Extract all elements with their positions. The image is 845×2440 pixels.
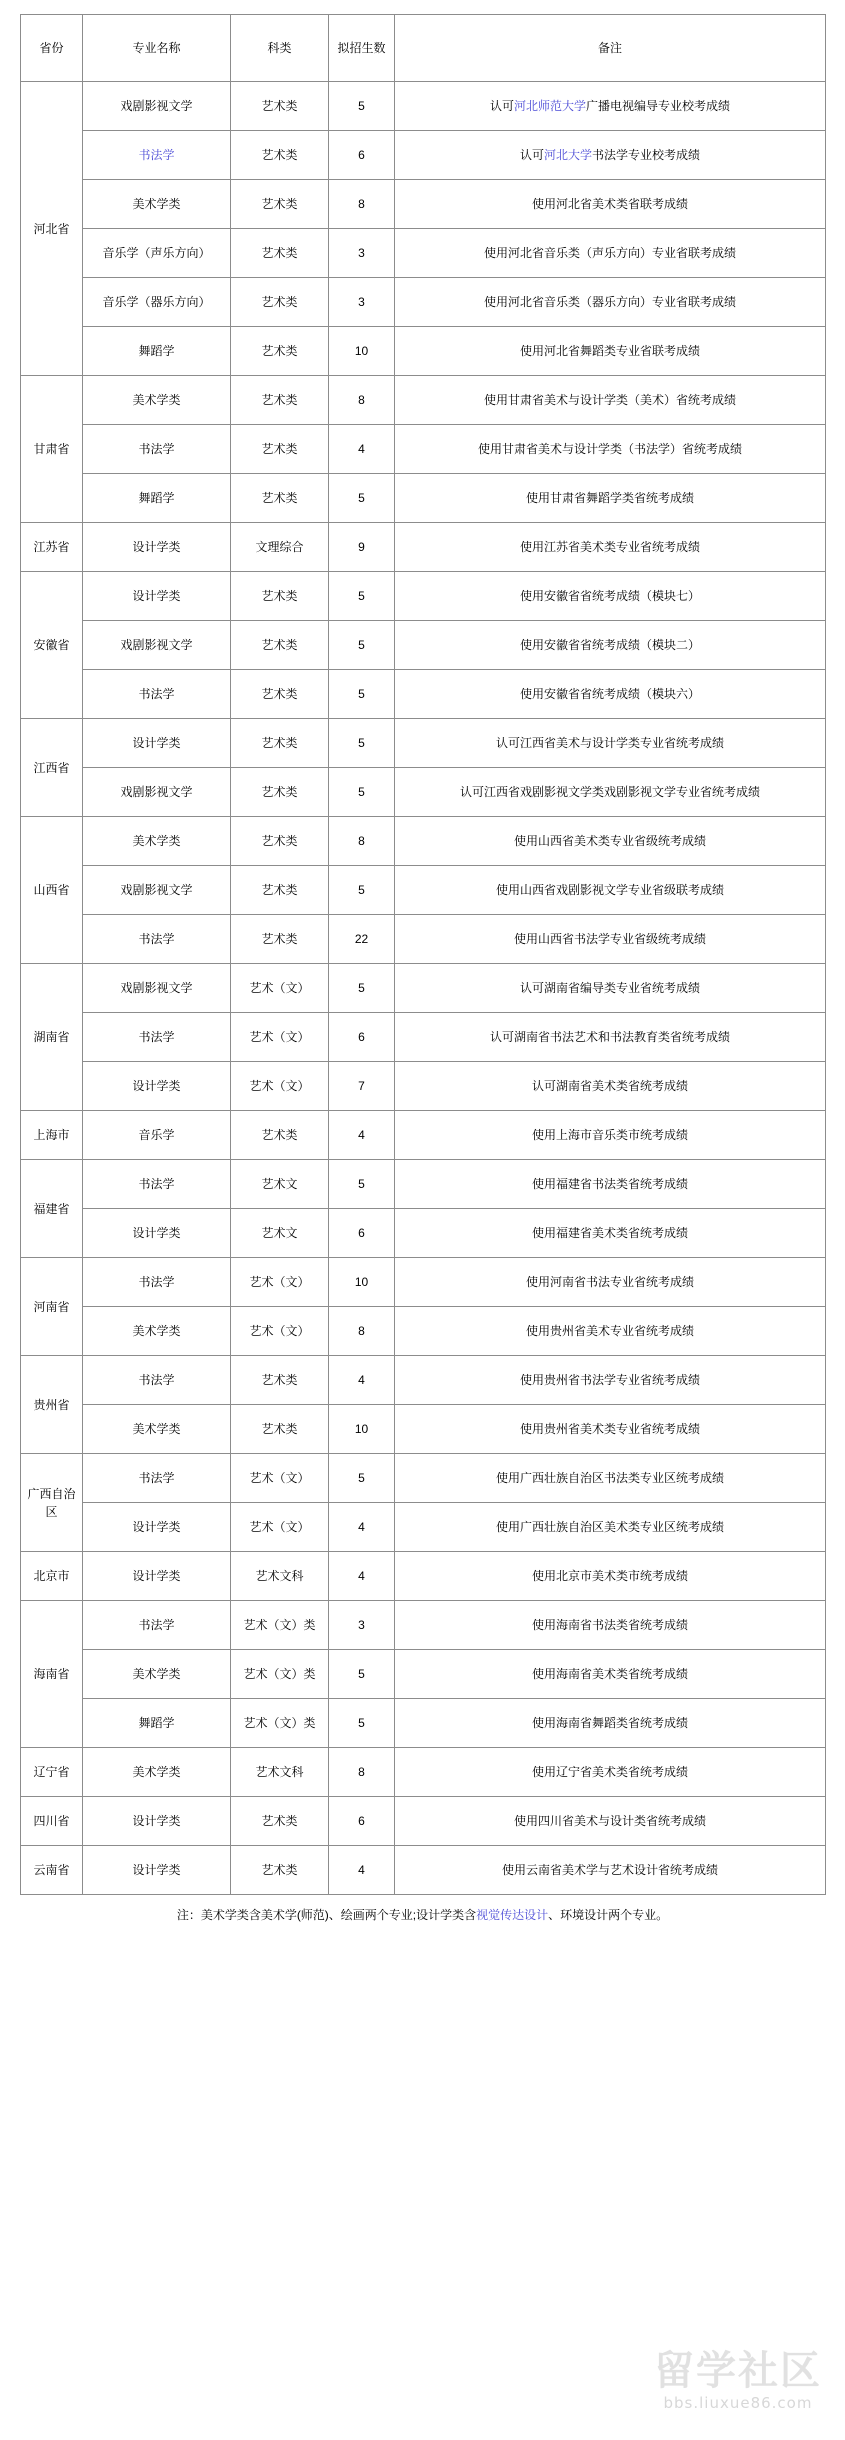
cell-note: 使用安徽省省统考成绩（模块二） bbox=[395, 621, 826, 670]
cell-major: 美术学类 bbox=[83, 376, 231, 425]
cell-category: 艺术文科 bbox=[231, 1552, 329, 1601]
cell-enrollment-count: 22 bbox=[329, 915, 395, 964]
cell-enrollment-count: 8 bbox=[329, 180, 395, 229]
note-suffix: 书法学专业校考成绩 bbox=[592, 148, 701, 162]
table-row bbox=[21, 327, 826, 376]
cell-note: 使用广西壮族自治区美术类专业区统考成绩 bbox=[395, 1503, 826, 1552]
table-row bbox=[21, 376, 826, 425]
cell-category: 艺术类 bbox=[231, 474, 329, 523]
col-header-major: 专业名称 bbox=[83, 15, 231, 82]
cell-province: 河北省 bbox=[21, 82, 83, 376]
cell-note: 使用辽宁省美术类省统考成绩 bbox=[395, 1748, 826, 1797]
cell-major: 设计学类 bbox=[83, 1503, 231, 1552]
table-row bbox=[21, 1797, 826, 1846]
cell-category: 艺术类 bbox=[231, 1111, 329, 1160]
cell-category: 艺术类 bbox=[231, 327, 329, 376]
table-row bbox=[21, 572, 826, 621]
cell-category: 文理综合 bbox=[231, 523, 329, 572]
cell-category: 艺术类 bbox=[231, 915, 329, 964]
cell-note: 使用广西壮族自治区书法类专业区统考成绩 bbox=[395, 1454, 826, 1503]
cell-major: 书法学 bbox=[83, 1356, 231, 1405]
table-row bbox=[21, 278, 826, 327]
table-header bbox=[21, 15, 826, 82]
cell-category: 艺术类 bbox=[231, 1405, 329, 1454]
cell-category: 艺术类 bbox=[231, 572, 329, 621]
table-row bbox=[21, 964, 826, 1013]
cell-province: 海南省 bbox=[21, 1601, 83, 1748]
table-row bbox=[21, 1503, 826, 1552]
table-row bbox=[21, 474, 826, 523]
cell-major: 美术学类 bbox=[83, 180, 231, 229]
cell-category: 艺术（文）类 bbox=[231, 1601, 329, 1650]
cell-major: 戏剧影视文学 bbox=[83, 866, 231, 915]
cell-enrollment-count: 8 bbox=[329, 1307, 395, 1356]
cell-category: 艺术类 bbox=[231, 817, 329, 866]
table-body bbox=[21, 82, 826, 1895]
cell-enrollment-count: 5 bbox=[329, 1160, 395, 1209]
cell-enrollment-count: 5 bbox=[329, 964, 395, 1013]
cell-category: 艺术类 bbox=[231, 376, 329, 425]
cell-major: 美术学类 bbox=[83, 1650, 231, 1699]
cell-category: 艺术类 bbox=[231, 229, 329, 278]
cell-category: 艺术（文） bbox=[231, 1258, 329, 1307]
cell-note: 使用海南省舞蹈类省统考成绩 bbox=[395, 1699, 826, 1748]
cell-note: 使用海南省美术类省统考成绩 bbox=[395, 1650, 826, 1699]
cell-enrollment-count: 4 bbox=[329, 1356, 395, 1405]
cell-category: 艺术类 bbox=[231, 719, 329, 768]
cell-major: 书法学 bbox=[83, 1013, 231, 1062]
cell-major: 设计学类 bbox=[83, 523, 231, 572]
cell-category: 艺术类 bbox=[231, 670, 329, 719]
table-row bbox=[21, 1405, 826, 1454]
cell-province: 北京市 bbox=[21, 1552, 83, 1601]
cell-province: 江苏省 bbox=[21, 523, 83, 572]
cell-enrollment-count: 3 bbox=[329, 229, 395, 278]
cell-note: 使用贵州省书法学专业省统考成绩 bbox=[395, 1356, 826, 1405]
cell-note: 使用海南省书法类省统考成绩 bbox=[395, 1601, 826, 1650]
cell-major: 书法学 bbox=[83, 915, 231, 964]
cell-enrollment-count: 10 bbox=[329, 1405, 395, 1454]
cell-note: 使用甘肃省美术与设计学类（书法学）省统考成绩 bbox=[395, 425, 826, 474]
cell-major: 书法学 bbox=[83, 1258, 231, 1307]
cell-category: 艺术（文） bbox=[231, 1454, 329, 1503]
cell-enrollment-count: 5 bbox=[329, 866, 395, 915]
cell-note: 认可湖南省美术类省统考成绩 bbox=[395, 1062, 826, 1111]
table-row bbox=[21, 1062, 826, 1111]
table-row bbox=[21, 719, 826, 768]
cell-note: 使用上海市音乐类市统考成绩 bbox=[395, 1111, 826, 1160]
cell-major: 音乐学（器乐方向） bbox=[83, 278, 231, 327]
cell-note: 使用甘肃省美术与设计学类（美术）省统考成绩 bbox=[395, 376, 826, 425]
cell-category: 艺术类 bbox=[231, 82, 329, 131]
cell-category: 艺术（文） bbox=[231, 1307, 329, 1356]
cell-note: 认可江西省美术与设计学类专业省统考成绩 bbox=[395, 719, 826, 768]
table-row bbox=[21, 670, 826, 719]
cell-enrollment-count: 7 bbox=[329, 1062, 395, 1111]
cell-note: 认可江西省戏剧影视文学类戏剧影视文学专业省统考成绩 bbox=[395, 768, 826, 817]
cell-enrollment-count: 5 bbox=[329, 474, 395, 523]
cell-enrollment-count: 5 bbox=[329, 768, 395, 817]
cell-note: 使用福建省美术类省统考成绩 bbox=[395, 1209, 826, 1258]
cell-province: 安徽省 bbox=[21, 572, 83, 719]
cell-note: 认可湖南省书法艺术和书法教育类省统考成绩 bbox=[395, 1013, 826, 1062]
cell-enrollment-count: 4 bbox=[329, 1503, 395, 1552]
cell-province: 河南省 bbox=[21, 1258, 83, 1356]
cell-major: 书法学 bbox=[83, 1601, 231, 1650]
table-row bbox=[21, 1307, 826, 1356]
table-row bbox=[21, 1650, 826, 1699]
cell-note bbox=[395, 82, 826, 131]
cell-note: 使用河北省舞蹈类专业省联考成绩 bbox=[395, 327, 826, 376]
cell-enrollment-count: 3 bbox=[329, 278, 395, 327]
cell-major: 设计学类 bbox=[83, 572, 231, 621]
cell-major: 美术学类 bbox=[83, 817, 231, 866]
cell-note: 使用山西省书法学专业省级统考成绩 bbox=[395, 915, 826, 964]
cell-category: 艺术（文）类 bbox=[231, 1650, 329, 1699]
cell-category: 艺术类 bbox=[231, 1846, 329, 1895]
note-link[interactable]: 河北师范大学 bbox=[513, 99, 586, 113]
cell-category: 艺术类 bbox=[231, 768, 329, 817]
cell-enrollment-count: 6 bbox=[329, 1209, 395, 1258]
table-row bbox=[21, 131, 826, 180]
cell-note: 使用云南省美术学与艺术设计省统考成绩 bbox=[395, 1846, 826, 1895]
cell-category: 艺术（文） bbox=[231, 1062, 329, 1111]
col-header-count: 拟招生数 bbox=[329, 15, 395, 82]
table-row bbox=[21, 180, 826, 229]
cell-enrollment-count: 9 bbox=[329, 523, 395, 572]
watermark-url: bbs.liuxue86.com bbox=[663, 2394, 813, 2412]
cell-enrollment-count: 8 bbox=[329, 376, 395, 425]
cell-category: 艺术文 bbox=[231, 1160, 329, 1209]
table-row bbox=[21, 1013, 826, 1062]
cell-enrollment-count: 8 bbox=[329, 817, 395, 866]
cell-major: 书法学 bbox=[83, 670, 231, 719]
cell-note: 使用河南省书法专业省统考成绩 bbox=[395, 1258, 826, 1307]
cell-note: 使用四川省美术与设计类省统考成绩 bbox=[395, 1797, 826, 1846]
cell-major: 舞蹈学 bbox=[83, 1699, 231, 1748]
cell-category: 艺术类 bbox=[231, 425, 329, 474]
cell-province: 广西自治区 bbox=[21, 1454, 83, 1552]
cell-enrollment-count: 10 bbox=[329, 327, 395, 376]
cell-enrollment-count: 8 bbox=[329, 1748, 395, 1797]
cell-category: 艺术类 bbox=[231, 1797, 329, 1846]
cell-note: 使用河北省音乐类（声乐方向）专业省联考成绩 bbox=[395, 229, 826, 278]
note-prefix: 认可 bbox=[519, 148, 544, 162]
cell-major: 舞蹈学 bbox=[83, 474, 231, 523]
cell-enrollment-count: 5 bbox=[329, 1454, 395, 1503]
cell-note: 使用江苏省美术类专业省统考成绩 bbox=[395, 523, 826, 572]
cell-category: 艺术类 bbox=[231, 621, 329, 670]
cell-enrollment-count: 10 bbox=[329, 1258, 395, 1307]
cell-enrollment-count: 5 bbox=[329, 572, 395, 621]
footnote bbox=[0, 1895, 845, 1933]
table-row bbox=[21, 1454, 826, 1503]
cell-major: 书法学 bbox=[83, 425, 231, 474]
table-row bbox=[21, 82, 826, 131]
cell-major: 舞蹈学 bbox=[83, 327, 231, 376]
cell-province: 福建省 bbox=[21, 1160, 83, 1258]
table-row bbox=[21, 1699, 826, 1748]
cell-category: 艺术类 bbox=[231, 1356, 329, 1405]
cell-enrollment-count: 5 bbox=[329, 1650, 395, 1699]
table-row bbox=[21, 229, 826, 278]
site-watermark bbox=[643, 2348, 833, 2434]
cell-category: 艺术（文） bbox=[231, 1013, 329, 1062]
cell-enrollment-count: 3 bbox=[329, 1601, 395, 1650]
cell-note: 使用甘肃省舞蹈学类省统考成绩 bbox=[395, 474, 826, 523]
table-row bbox=[21, 1356, 826, 1405]
cell-note: 使用河北省美术类省联考成绩 bbox=[395, 180, 826, 229]
cell-note bbox=[395, 131, 826, 180]
cell-enrollment-count: 4 bbox=[329, 1552, 395, 1601]
cell-category: 艺术（文）类 bbox=[231, 1699, 329, 1748]
cell-major: 设计学类 bbox=[83, 1846, 231, 1895]
cell-note: 使用安徽省省统考成绩（模块七） bbox=[395, 572, 826, 621]
table-row bbox=[21, 523, 826, 572]
cell-major: 设计学类 bbox=[83, 1552, 231, 1601]
table-row bbox=[21, 1552, 826, 1601]
table-row bbox=[21, 817, 826, 866]
cell-enrollment-count: 6 bbox=[329, 131, 395, 180]
cell-enrollment-count: 6 bbox=[329, 1797, 395, 1846]
table-row bbox=[21, 915, 826, 964]
cell-major: 书法学 bbox=[83, 1160, 231, 1209]
col-header-province: 省份 bbox=[21, 15, 83, 82]
cell-province: 云南省 bbox=[21, 1846, 83, 1895]
cell-major: 设计学类 bbox=[83, 719, 231, 768]
cell-province: 江西省 bbox=[21, 719, 83, 817]
cell-enrollment-count: 5 bbox=[329, 670, 395, 719]
cell-major: 美术学类 bbox=[83, 1748, 231, 1797]
cell-major: 美术学类 bbox=[83, 1307, 231, 1356]
footnote-suffix: 、环境设计两个专业。 bbox=[548, 1908, 669, 1922]
cell-major: 音乐学 bbox=[83, 1111, 231, 1160]
cell-major: 设计学类 bbox=[83, 1209, 231, 1258]
cell-province: 上海市 bbox=[21, 1111, 83, 1160]
cell-enrollment-count: 5 bbox=[329, 621, 395, 670]
note-link[interactable]: 河北大学 bbox=[543, 148, 592, 162]
watermark-title: 留学社区 bbox=[654, 2348, 822, 2394]
note-suffix: 广播电视编导专业校考成绩 bbox=[586, 99, 731, 113]
table-row bbox=[21, 1846, 826, 1895]
cell-major: 美术学类 bbox=[83, 1405, 231, 1454]
table-row bbox=[21, 1111, 826, 1160]
cell-enrollment-count: 4 bbox=[329, 425, 395, 474]
cell-note: 认可湖南省编导类专业省统考成绩 bbox=[395, 964, 826, 1013]
cell-enrollment-count: 6 bbox=[329, 1013, 395, 1062]
cell-enrollment-count: 4 bbox=[329, 1111, 395, 1160]
cell-major: 戏剧影视文学 bbox=[83, 621, 231, 670]
cell-category: 艺术（文） bbox=[231, 1503, 329, 1552]
cell-province: 贵州省 bbox=[21, 1356, 83, 1454]
enrollment-plan-table bbox=[20, 14, 826, 1895]
footnote-link[interactable]: 视觉传达设计 bbox=[476, 1908, 549, 1922]
cell-note: 使用福建省书法类省统考成绩 bbox=[395, 1160, 826, 1209]
cell-major: 戏剧影视文学 bbox=[83, 82, 231, 131]
table-row bbox=[21, 425, 826, 474]
cell-note: 使用山西省美术类专业省级统考成绩 bbox=[395, 817, 826, 866]
cell-category: 艺术类 bbox=[231, 278, 329, 327]
table-row bbox=[21, 768, 826, 817]
cell-province: 甘肃省 bbox=[21, 376, 83, 523]
cell-category: 艺术类 bbox=[231, 180, 329, 229]
table-row bbox=[21, 1209, 826, 1258]
col-header-category: 科类 bbox=[231, 15, 329, 82]
cell-province: 山西省 bbox=[21, 817, 83, 964]
cell-major: 音乐学（声乐方向） bbox=[83, 229, 231, 278]
cell-note: 使用北京市美术类市统考成绩 bbox=[395, 1552, 826, 1601]
cell-major: 戏剧影视文学 bbox=[83, 964, 231, 1013]
table-row bbox=[21, 1160, 826, 1209]
note-prefix: 认可 bbox=[489, 99, 514, 113]
cell-note: 使用山西省戏剧影视文学专业省级联考成绩 bbox=[395, 866, 826, 915]
cell-category: 艺术类 bbox=[231, 131, 329, 180]
cell-province: 湖南省 bbox=[21, 964, 83, 1111]
cell-note: 使用安徽省省统考成绩（模块六） bbox=[395, 670, 826, 719]
cell-province: 四川省 bbox=[21, 1797, 83, 1846]
cell-category: 艺术（文） bbox=[231, 964, 329, 1013]
cell-note: 使用贵州省美术专业省统考成绩 bbox=[395, 1307, 826, 1356]
cell-province: 辽宁省 bbox=[21, 1748, 83, 1797]
cell-category: 艺术文 bbox=[231, 1209, 329, 1258]
cell-category: 艺术类 bbox=[231, 866, 329, 915]
cell-enrollment-count: 4 bbox=[329, 1846, 395, 1895]
cell-major[interactable]: 书法学 bbox=[83, 131, 231, 180]
table-row bbox=[21, 621, 826, 670]
col-header-note: 备注 bbox=[395, 15, 826, 82]
cell-major: 书法学 bbox=[83, 1454, 231, 1503]
cell-enrollment-count: 5 bbox=[329, 1699, 395, 1748]
table-row bbox=[21, 1601, 826, 1650]
footnote-prefix: 注：美术学类含美术学(师范)、绘画两个专业;设计学类含 bbox=[176, 1908, 477, 1922]
cell-major: 戏剧影视文学 bbox=[83, 768, 231, 817]
cell-major: 设计学类 bbox=[83, 1797, 231, 1846]
cell-note: 使用贵州省美术类专业省统考成绩 bbox=[395, 1405, 826, 1454]
cell-enrollment-count: 5 bbox=[329, 82, 395, 131]
cell-category: 艺术文科 bbox=[231, 1748, 329, 1797]
table-row bbox=[21, 1258, 826, 1307]
cell-note: 使用河北省音乐类（器乐方向）专业省联考成绩 bbox=[395, 278, 826, 327]
cell-major: 设计学类 bbox=[83, 1062, 231, 1111]
table-row bbox=[21, 866, 826, 915]
table-row bbox=[21, 1748, 826, 1797]
cell-enrollment-count: 5 bbox=[329, 719, 395, 768]
header-row bbox=[21, 15, 826, 82]
